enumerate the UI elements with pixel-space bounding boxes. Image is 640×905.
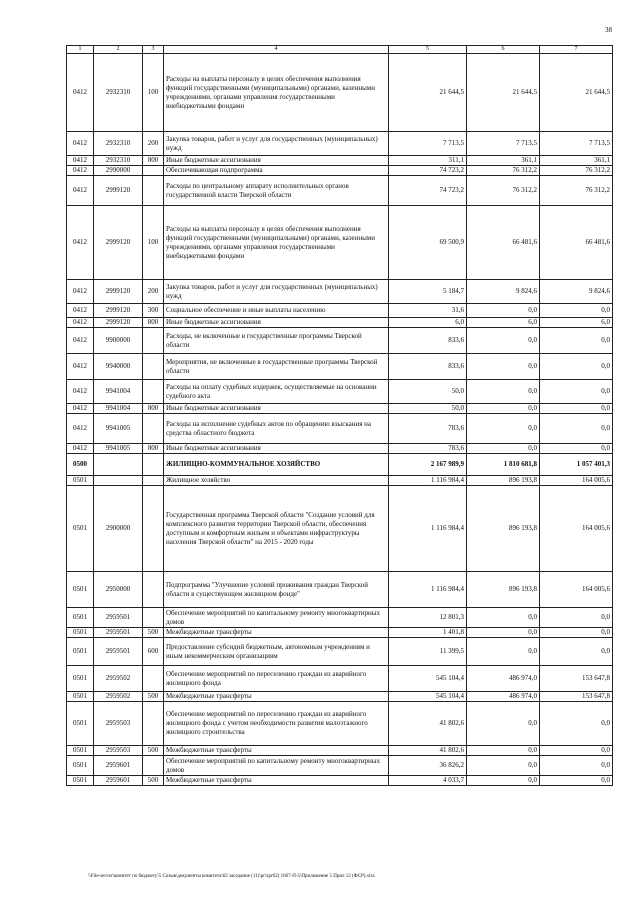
amount-year1-cell: 1 116 984,4 xyxy=(389,486,467,572)
description-cell: Обеспечение мероприятий по переселению граждан из аварийного жилищного фонда с учетом необходимости развития малоэтажного жилищного строительства xyxy=(164,702,389,746)
expense-type-cell: 200 xyxy=(143,280,164,304)
amount-year1-cell: 41 802,6 xyxy=(389,746,467,756)
table-row xyxy=(67,486,613,572)
column-number: 4 xyxy=(164,46,389,54)
amount-year2-cell: 0,0 xyxy=(467,628,540,638)
expense-type-cell xyxy=(143,702,164,746)
column-number-row xyxy=(67,46,613,54)
table-row xyxy=(67,304,613,318)
amount-year3-cell: 0,0 xyxy=(540,328,613,354)
amount-year1-cell: 21 644,5 xyxy=(389,54,467,132)
amount-year3-cell: 0,0 xyxy=(540,756,613,776)
section-code-cell: 0501 xyxy=(67,666,94,692)
amount-year3-cell: 164 005,6 xyxy=(540,572,613,608)
amount-year3-cell: 0,0 xyxy=(540,380,613,404)
description-cell: Иные бюджетные ассигнования xyxy=(164,444,389,454)
amount-year2-cell: 1 810 681,8 xyxy=(467,454,540,476)
amount-year2-cell: 66 481,6 xyxy=(467,206,540,280)
amount-year1-cell: 11 399,5 xyxy=(389,638,467,666)
column-number: 2 xyxy=(94,46,143,54)
column-number: 3 xyxy=(143,46,164,54)
amount-year1-cell: 545 104,4 xyxy=(389,666,467,692)
description-cell: Расходы на оплату судебных издержек, осуществляемые на основании судебного акта xyxy=(164,380,389,404)
amount-year1-cell: 7 713,5 xyxy=(389,132,467,156)
section-code-cell: 0501 xyxy=(67,486,94,572)
amount-year1-cell: 6,0 xyxy=(389,318,467,328)
section-code-cell: 0501 xyxy=(67,608,94,628)
amount-year1-cell: 5 184,7 xyxy=(389,280,467,304)
target-article-cell: 2932310 xyxy=(94,54,143,132)
section-code-cell: 0412 xyxy=(67,176,94,206)
section-code-cell: 0412 xyxy=(67,318,94,328)
amount-year3-cell: 7 713,5 xyxy=(540,132,613,156)
description-cell: Предоставление субсидий бюджетным, автономным учреждениям и иным некоммерческим организациям xyxy=(164,638,389,666)
description-cell: Закупка товаров, работ и услуг для государственных (муниципальных) нужд xyxy=(164,132,389,156)
file-path-footer: \\File-server\комитет по бюджету\5 Созыв\документы комитета\62 заседание (11)\pr\zpr62) 1667-П-5\Приложение 5 Прил 12 (ФСР).xlsx xyxy=(88,874,376,879)
target-article-cell: 9941004 xyxy=(94,380,143,404)
target-article-cell: 9900000 xyxy=(94,328,143,354)
expense-type-cell: 500 xyxy=(143,692,164,702)
expense-type-cell: 200 xyxy=(143,132,164,156)
expense-type-cell xyxy=(143,454,164,476)
amount-year2-cell: 0,0 xyxy=(467,328,540,354)
target-article-cell: 2999120 xyxy=(94,280,143,304)
section-code-cell: 0501 xyxy=(67,572,94,608)
amount-year1-cell: 311,1 xyxy=(389,156,467,166)
section-code-cell: 0412 xyxy=(67,354,94,380)
amount-year1-cell: 833,6 xyxy=(389,354,467,380)
description-cell: Государственная программа Тверской области "Создание условий для комплексного развития территории Тверской области, обеспечения доступным и комфортным жильем и объектами инфраструктуры населения Тверской области" на 2015 - 2020 годы xyxy=(164,486,389,572)
amount-year2-cell: 6,0 xyxy=(467,318,540,328)
section-code-cell: 0412 xyxy=(67,380,94,404)
expense-type-cell: 500 xyxy=(143,776,164,786)
section-code-cell: 0501 xyxy=(67,756,94,776)
table-row xyxy=(67,404,613,414)
amount-year1-cell: 74 723,2 xyxy=(389,166,467,176)
amount-year2-cell: 76 312,2 xyxy=(467,176,540,206)
amount-year1-cell: 833,6 xyxy=(389,328,467,354)
expense-type-cell xyxy=(143,756,164,776)
section-code-cell: 0412 xyxy=(67,132,94,156)
amount-year1-cell: 50,0 xyxy=(389,380,467,404)
column-number: 7 xyxy=(540,46,613,54)
target-article-cell: 2959503 xyxy=(94,746,143,756)
table-row xyxy=(67,206,613,280)
amount-year2-cell: 0,0 xyxy=(467,638,540,666)
amount-year2-cell: 486 974,0 xyxy=(467,666,540,692)
description-cell: Межбюджетные трансферты xyxy=(164,628,389,638)
table-row xyxy=(67,380,613,404)
expense-type-cell xyxy=(143,380,164,404)
target-article-cell: 2932310 xyxy=(94,156,143,166)
target-article-cell: 2999120 xyxy=(94,318,143,328)
description-cell: Обеспечивающая подпрограмма xyxy=(164,166,389,176)
amount-year3-cell: 0,0 xyxy=(540,354,613,380)
target-article-cell: 9941004 xyxy=(94,404,143,414)
section-code-cell: 0501 xyxy=(67,476,94,486)
section-code-cell: 0412 xyxy=(67,54,94,132)
expense-type-cell xyxy=(143,354,164,380)
amount-year2-cell: 0,0 xyxy=(467,746,540,756)
target-article-cell: 2959601 xyxy=(94,756,143,776)
table-row xyxy=(67,756,613,776)
table-row xyxy=(67,166,613,176)
amount-year2-cell: 896 193,8 xyxy=(467,486,540,572)
amount-year2-cell: 0,0 xyxy=(467,404,540,414)
table-row xyxy=(67,666,613,692)
expense-type-cell xyxy=(143,328,164,354)
section-code-cell: 0501 xyxy=(67,692,94,702)
description-cell: Расходы на выплаты персоналу в целях обеспечения выполнения функций государственными (муниципальными) органами, казенными учреждениями, органами управления государственными внебюджетными фондами xyxy=(164,206,389,280)
target-article-cell: 2999120 xyxy=(94,206,143,280)
description-cell: Закупка товаров, работ и услуг для государственных (муниципальных) нужд xyxy=(164,280,389,304)
description-cell: Межбюджетные трансферты xyxy=(164,692,389,702)
page-number: 38 xyxy=(605,26,612,34)
description-cell: Обеспечение мероприятий по капитальному ремонту многоквартирных домов xyxy=(164,756,389,776)
table-row xyxy=(67,354,613,380)
table-row xyxy=(67,444,613,454)
section-code-cell: 0412 xyxy=(67,156,94,166)
table-row xyxy=(67,608,613,628)
expense-type-cell xyxy=(143,176,164,206)
description-cell: Мероприятия, не включенные в государственные программы Тверской области xyxy=(164,354,389,380)
amount-year2-cell: 7 713,5 xyxy=(467,132,540,156)
amount-year2-cell: 0,0 xyxy=(467,414,540,444)
amount-year3-cell: 164 005,6 xyxy=(540,476,613,486)
section-code-cell: 0412 xyxy=(67,206,94,280)
amount-year3-cell: 0,0 xyxy=(540,304,613,318)
amount-year3-cell: 0,0 xyxy=(540,746,613,756)
amount-year1-cell: 69 500,9 xyxy=(389,206,467,280)
expense-type-cell xyxy=(143,608,164,628)
target-article-cell: 2959601 xyxy=(94,776,143,786)
section-code-cell: 0412 xyxy=(67,414,94,444)
target-article-cell: 9941005 xyxy=(94,444,143,454)
target-article-cell: 2950000 xyxy=(94,572,143,608)
target-article-cell: 9940000 xyxy=(94,354,143,380)
description-cell: Иные бюджетные ассигнования xyxy=(164,404,389,414)
expense-type-cell xyxy=(143,414,164,444)
table-row xyxy=(67,54,613,132)
amount-year3-cell: 153 647,8 xyxy=(540,692,613,702)
table-row xyxy=(67,702,613,746)
target-article-cell: 2959501 xyxy=(94,608,143,628)
target-article-cell: 2900000 xyxy=(94,486,143,572)
description-cell: Обеспечение мероприятий по капитальному ремонту многоквартирных домов xyxy=(164,608,389,628)
description-cell: Жилищное хозяйство xyxy=(164,476,389,486)
target-article-cell: 9941005 xyxy=(94,414,143,444)
expense-type-cell xyxy=(143,666,164,692)
expense-type-cell: 100 xyxy=(143,54,164,132)
expense-type-cell: 500 xyxy=(143,746,164,756)
amount-year1-cell: 783,6 xyxy=(389,414,467,444)
description-cell: Социальное обеспечение и иные выплаты населению xyxy=(164,304,389,318)
expense-type-cell xyxy=(143,166,164,176)
amount-year1-cell: 545 104,4 xyxy=(389,692,467,702)
section-code-cell: 0412 xyxy=(67,304,94,318)
amount-year3-cell: 0,0 xyxy=(540,608,613,628)
target-article-cell: 2999120 xyxy=(94,304,143,318)
amount-year2-cell: 0,0 xyxy=(467,380,540,404)
amount-year3-cell: 6,0 xyxy=(540,318,613,328)
amount-year2-cell: 76 312,2 xyxy=(467,166,540,176)
target-article-cell: 2999120 xyxy=(94,176,143,206)
column-number: 1 xyxy=(67,46,94,54)
description-cell: Подпрограмма "Улучшение условий проживания граждан Тверской области в существующем жилищном фонде" xyxy=(164,572,389,608)
expense-type-cell: 100 xyxy=(143,206,164,280)
table-row xyxy=(67,692,613,702)
amount-year2-cell: 486 974,0 xyxy=(467,692,540,702)
section-code-cell: 0412 xyxy=(67,280,94,304)
amount-year1-cell: 1 116 984,4 xyxy=(389,572,467,608)
table-row xyxy=(67,454,613,476)
table-row xyxy=(67,776,613,786)
amount-year3-cell: 21 644,5 xyxy=(540,54,613,132)
amount-year3-cell: 0,0 xyxy=(540,444,613,454)
section-code-cell: 0500 xyxy=(67,454,94,476)
expense-type-cell: 800 xyxy=(143,156,164,166)
amount-year2-cell: 21 644,5 xyxy=(467,54,540,132)
description-cell: Обеспечение мероприятий по переселению граждан из аварийного жилищного фонда xyxy=(164,666,389,692)
amount-year1-cell: 41 802,6 xyxy=(389,702,467,746)
section-code-cell: 0412 xyxy=(67,166,94,176)
amount-year2-cell: 0,0 xyxy=(467,756,540,776)
table-row xyxy=(67,280,613,304)
table-row xyxy=(67,746,613,756)
section-code-cell: 0501 xyxy=(67,628,94,638)
expense-type-cell xyxy=(143,486,164,572)
amount-year3-cell: 0,0 xyxy=(540,414,613,444)
target-article-cell: 2990000 xyxy=(94,166,143,176)
amount-year3-cell: 0,0 xyxy=(540,628,613,638)
amount-year2-cell: 0,0 xyxy=(467,444,540,454)
description-cell: Иные бюджетные ассигнования xyxy=(164,318,389,328)
target-article-cell: 2959501 xyxy=(94,638,143,666)
expense-type-cell: 300 xyxy=(143,304,164,318)
expense-type-cell: 800 xyxy=(143,444,164,454)
section-code-cell: 0501 xyxy=(67,776,94,786)
section-code-cell: 0412 xyxy=(67,404,94,414)
amount-year2-cell: 0,0 xyxy=(467,354,540,380)
section-code-cell: 0412 xyxy=(67,444,94,454)
amount-year1-cell: 74 723,2 xyxy=(389,176,467,206)
amount-year3-cell: 153 647,8 xyxy=(540,666,613,692)
amount-year2-cell: 0,0 xyxy=(467,776,540,786)
expense-type-cell xyxy=(143,572,164,608)
amount-year1-cell: 1 401,8 xyxy=(389,628,467,638)
target-article-cell: 2959502 xyxy=(94,666,143,692)
expense-type-cell: 800 xyxy=(143,318,164,328)
amount-year1-cell: 50,0 xyxy=(389,404,467,414)
amount-year1-cell: 1 116 984,4 xyxy=(389,476,467,486)
target-article-cell: 2932310 xyxy=(94,132,143,156)
amount-year2-cell: 361,1 xyxy=(467,156,540,166)
target-article-cell: 2959501 xyxy=(94,628,143,638)
amount-year3-cell: 76 312,2 xyxy=(540,176,613,206)
description-cell: Расходы на исполнение судебных актов по обращению взыскания на средства областного бюджета xyxy=(164,414,389,444)
table-row xyxy=(67,318,613,328)
column-number: 5 xyxy=(389,46,467,54)
amount-year2-cell: 9 824,6 xyxy=(467,280,540,304)
table-row xyxy=(67,328,613,354)
amount-year1-cell: 31,6 xyxy=(389,304,467,318)
section-code-cell: 0501 xyxy=(67,746,94,756)
amount-year1-cell: 4 033,7 xyxy=(389,776,467,786)
target-article-cell xyxy=(94,476,143,486)
amount-year2-cell: 896 193,8 xyxy=(467,572,540,608)
description-cell: Расходы по центральному аппарату исполнительных органов государственной власти Тверской области xyxy=(164,176,389,206)
section-code-cell: 0501 xyxy=(67,702,94,746)
amount-year3-cell: 66 481,6 xyxy=(540,206,613,280)
table-row xyxy=(67,638,613,666)
amount-year3-cell: 9 824,6 xyxy=(540,280,613,304)
section-code-cell: 0501 xyxy=(67,638,94,666)
target-article-cell: 2959503 xyxy=(94,702,143,746)
description-cell: Расходы, не включенные в государственные программы Тверской области xyxy=(164,328,389,354)
table-row xyxy=(67,414,613,444)
amount-year3-cell: 0,0 xyxy=(540,404,613,414)
expense-type-cell: 600 xyxy=(143,638,164,666)
amount-year1-cell: 36 826,2 xyxy=(389,756,467,776)
table-row xyxy=(67,572,613,608)
amount-year1-cell: 2 167 989,9 xyxy=(389,454,467,476)
amount-year3-cell: 361,1 xyxy=(540,156,613,166)
budget-table xyxy=(66,45,613,786)
amount-year1-cell: 12 801,3 xyxy=(389,608,467,628)
amount-year3-cell: 0,0 xyxy=(540,776,613,786)
amount-year2-cell: 0,0 xyxy=(467,702,540,746)
table-row xyxy=(67,132,613,156)
target-article-cell: 2959502 xyxy=(94,692,143,702)
table-row xyxy=(67,156,613,166)
description-cell: Иные бюджетные ассигнования xyxy=(164,156,389,166)
description-cell: ЖИЛИЩНО-КОММУНАЛЬНОЕ ХОЗЯЙСТВО xyxy=(164,454,389,476)
amount-year3-cell: 164 005,6 xyxy=(540,486,613,572)
amount-year1-cell: 783,6 xyxy=(389,444,467,454)
table-row xyxy=(67,476,613,486)
amount-year2-cell: 896 193,8 xyxy=(467,476,540,486)
expense-type-cell xyxy=(143,476,164,486)
column-number: 6 xyxy=(467,46,540,54)
amount-year3-cell: 1 057 401,3 xyxy=(540,454,613,476)
expense-type-cell: 800 xyxy=(143,404,164,414)
description-cell: Межбюджетные трансферты xyxy=(164,776,389,786)
amount-year3-cell: 0,0 xyxy=(540,702,613,746)
expense-type-cell: 500 xyxy=(143,628,164,638)
amount-year3-cell: 76 312,2 xyxy=(540,166,613,176)
description-cell: Расходы на выплаты персоналу в целях обеспечения выполнения функций государственными (муниципальными) органами, казенными учреждениями, органами управления государственными внебюджетными фондами xyxy=(164,54,389,132)
section-code-cell: 0412 xyxy=(67,328,94,354)
amount-year2-cell: 0,0 xyxy=(467,608,540,628)
amount-year3-cell: 0,0 xyxy=(540,638,613,666)
table-row xyxy=(67,628,613,638)
table-row xyxy=(67,176,613,206)
description-cell: Межбюджетные трансферты xyxy=(164,746,389,756)
amount-year2-cell: 0,0 xyxy=(467,304,540,318)
target-article-cell xyxy=(94,454,143,476)
